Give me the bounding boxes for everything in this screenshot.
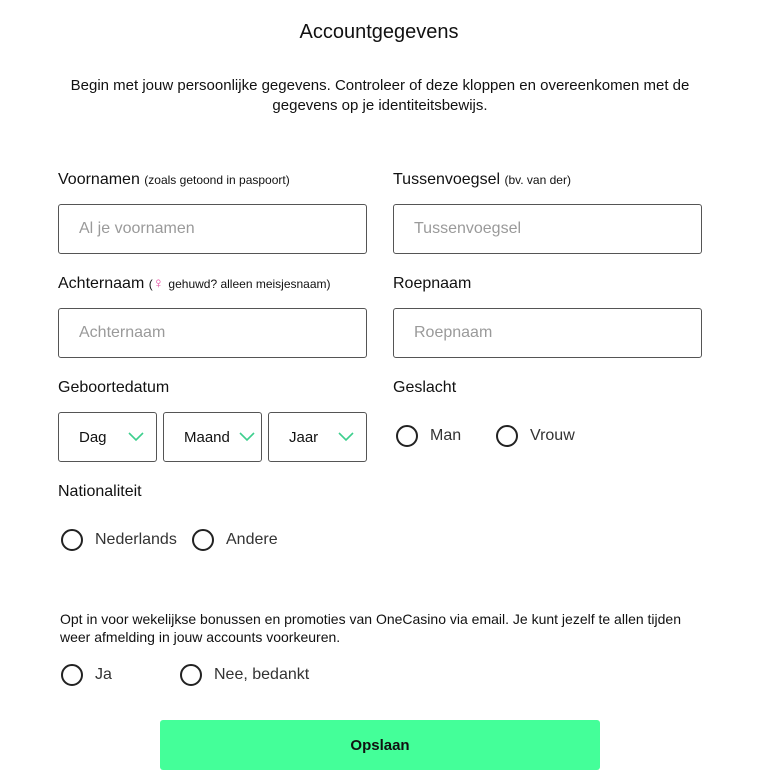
page-title: Accountgegevens bbox=[299, 21, 459, 43]
last-name-label bbox=[58, 275, 331, 293]
first-names-label-text: Voornamen bbox=[58, 171, 140, 188]
first-names-input[interactable] bbox=[58, 204, 367, 254]
birth-day-value: Dag bbox=[79, 428, 107, 446]
radio-circle[interactable] bbox=[396, 425, 418, 447]
optin-option-label: Nee, bedankt bbox=[214, 666, 310, 683]
radio-circle[interactable] bbox=[496, 425, 518, 447]
gender-option-vrouw[interactable] bbox=[496, 425, 575, 447]
infix-hint: (bv. van der) bbox=[504, 173, 571, 187]
birth-year-select[interactable] bbox=[268, 412, 367, 462]
birth-year-value: Jaar bbox=[289, 428, 319, 446]
last-name-hint: gehuwd? alleen meisjesnaam) bbox=[168, 277, 331, 291]
infix-input[interactable] bbox=[393, 204, 702, 254]
chevron-down-icon bbox=[338, 432, 354, 442]
save-button[interactable]: Opslaan bbox=[160, 720, 600, 770]
birth-month-select[interactable] bbox=[163, 412, 262, 462]
radio-circle[interactable] bbox=[192, 529, 214, 551]
infix-label bbox=[393, 171, 571, 189]
radio-circle[interactable] bbox=[61, 529, 83, 551]
nationality-option-label: Andere bbox=[226, 531, 278, 548]
gender-option-label: Vrouw bbox=[530, 427, 575, 444]
radio-circle[interactable] bbox=[180, 664, 202, 686]
birthdate-label: Geboortedatum bbox=[58, 379, 170, 396]
gender-option-man[interactable] bbox=[396, 425, 461, 447]
infix-label-text: Tussenvoegsel bbox=[393, 171, 501, 188]
nickname-label: Roepnaam bbox=[393, 275, 472, 292]
last-name-input[interactable] bbox=[58, 308, 367, 358]
optin-option-label: Ja bbox=[95, 666, 112, 683]
nationality-label: Nationaliteit bbox=[58, 483, 142, 500]
birth-month-value: Maand bbox=[184, 428, 230, 446]
nickname-input[interactable] bbox=[393, 308, 702, 358]
optin-option-nee[interactable] bbox=[180, 664, 309, 686]
optin-text: Opt in voor wekelijkse bonussen en promoties van OneCasino via email. Je kunt jezelf te allen tijden weer afmelding in jouw accounts voorkeuren. bbox=[60, 611, 681, 645]
radio-circle[interactable] bbox=[61, 664, 83, 686]
gender-label: Geslacht bbox=[393, 379, 457, 396]
first-names-label bbox=[58, 171, 290, 189]
intro-text: Begin met jouw persoonlijke gegevens. Controleer of deze kloppen en overeenkomen met de gegevens op je identiteitsbewijs. bbox=[70, 77, 690, 114]
nationality-option-nederlands[interactable] bbox=[61, 529, 177, 551]
first-names-hint: (zoals getoond in paspoort) bbox=[144, 173, 290, 187]
optin-option-ja[interactable] bbox=[61, 664, 112, 686]
chevron-down-icon bbox=[239, 432, 255, 442]
nationality-option-label: Nederlands bbox=[95, 531, 177, 548]
nationality-option-andere[interactable] bbox=[192, 529, 278, 551]
birth-day-select[interactable] bbox=[58, 412, 157, 462]
chevron-down-icon bbox=[128, 432, 144, 442]
female-symbol-icon: ♀ bbox=[152, 275, 164, 292]
last-name-label-text: Achternaam bbox=[58, 275, 145, 292]
last-name-hint-open: ( bbox=[148, 277, 153, 291]
gender-option-label: Man bbox=[430, 427, 462, 444]
